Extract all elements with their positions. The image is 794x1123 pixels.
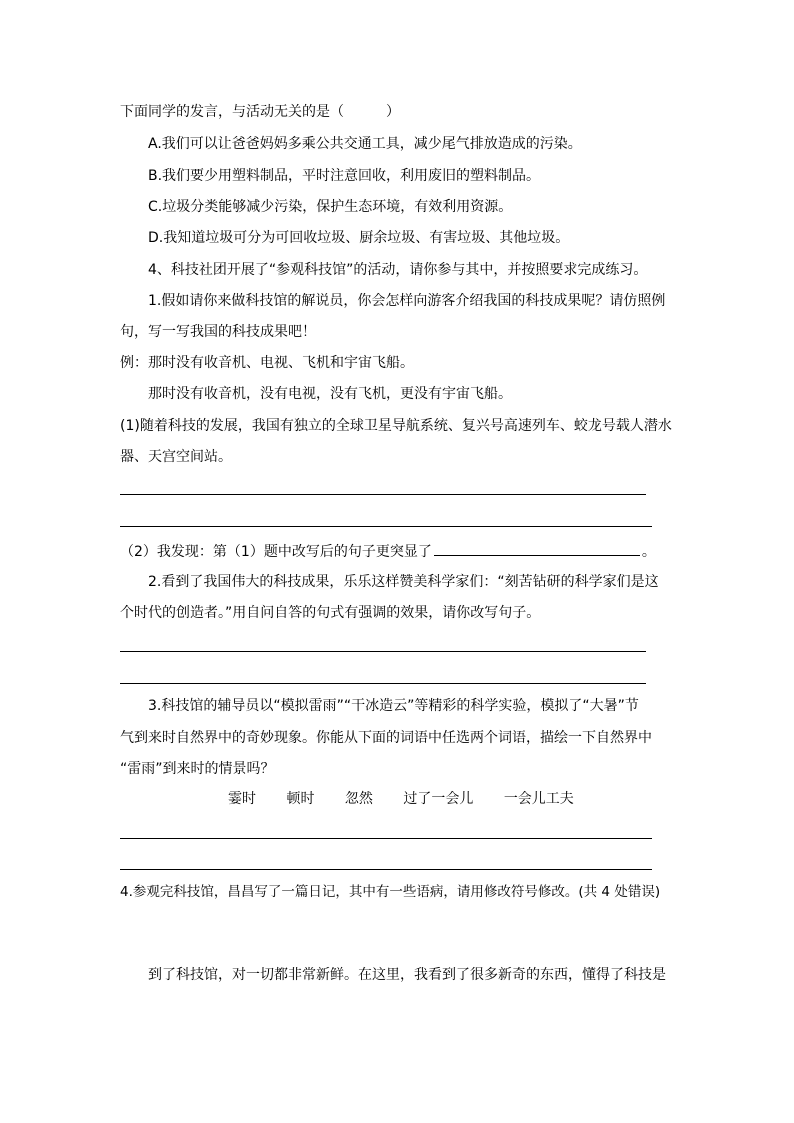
q4-line1: 4.参观完科技馆，昌昌写了一篇日记，其中有一些语病，请用修改符号修改。(共 4 处错误): [120, 884, 661, 900]
option-d: D.我知道垃圾可分为可回收垃圾、厨余垃圾、有害垃圾、其他垃圾。: [148, 230, 570, 246]
q1-sub2: [120, 540, 656, 562]
word-option: 霎时: [228, 791, 256, 807]
question-intro: 下面同学的发言，与活动无关的是（ ）: [120, 104, 400, 120]
word-options: [228, 789, 600, 809]
q1-sub2-prefix: （2）我发现：第（1）题中改写后的句子更突显了: [120, 544, 432, 560]
word-option: 一会儿工夫: [503, 791, 574, 807]
answer-line[interactable]: [120, 869, 652, 870]
q1-example-rewrite: 那时没有收音机，没有电视，没有飞机，更没有宇宙飞船。: [148, 386, 512, 402]
q1-sub2-suffix: 。: [641, 544, 656, 560]
q1-sub1-line2: 器、天宫空间站。: [120, 449, 232, 465]
section4-title: 4、科技社团开展了“参观科技馆”的活动，请你参与其中，并按照要求完成练习。: [148, 262, 648, 278]
diary-text: 到了科技馆，对一切都非常新鲜。在这里，我看到了很多新奇的东西，懂得了科技是: [148, 967, 666, 983]
q1-example: 例：那时没有收音机、电视、飞机和宇宙飞船。: [120, 355, 414, 371]
answer-line[interactable]: [120, 526, 652, 527]
fill-blank[interactable]: [434, 540, 640, 556]
word-option: 忽然: [344, 791, 373, 807]
option-b: B.我们要少用塑料制品，平时注意回收，利用废旧的塑料制品。: [148, 168, 541, 184]
option-a: A.我们可以让爸爸妈妈多乘公共交通工具，减少尾气排放造成的污染。: [148, 136, 582, 152]
answer-line[interactable]: [120, 494, 646, 495]
q3-line3: “雷雨”到来时的情景吗？: [120, 761, 275, 777]
q2-line1: 2.看到了我国伟大的科技成果，乐乐这样赞美科学家们：“刻苦钻研的科学家们是这: [148, 574, 659, 590]
q3-line1: 3.科技馆的辅导员以“模拟雷雨”“干冰造云”等精彩的科学实验，模拟了“大暑”节: [148, 698, 639, 714]
word-option: 顿时: [286, 791, 315, 807]
q2-line2: 个时代的创造者。”用自问自答的句式有强调的效果，请你改写句子。: [120, 605, 541, 621]
q1-line2: 句，写一写我国的科技成果吧！: [120, 324, 316, 340]
answer-line[interactable]: [120, 651, 646, 652]
q1-line1: 1.假如请你来做科技馆的解说员，你会怎样向游客介绍我国的科技成果呢？请仿照例: [148, 293, 666, 309]
answer-line[interactable]: [120, 683, 646, 684]
answer-line[interactable]: [120, 838, 652, 839]
word-option: 过了一会儿: [403, 791, 474, 807]
q1-sub1-line1: (1)随着科技的发展，我国有独立的全球卫星导航系统、复兴号高速列车、蛟龙号载人潜水: [120, 418, 672, 434]
q3-line2: 气到来时自然界中的奇妙现象。你能从下面的词语中任选两个词语，描绘一下自然界中: [120, 730, 652, 746]
option-c: C.垃圾分类能够减少污染，保护生态环境，有效利用资源。: [148, 199, 513, 215]
